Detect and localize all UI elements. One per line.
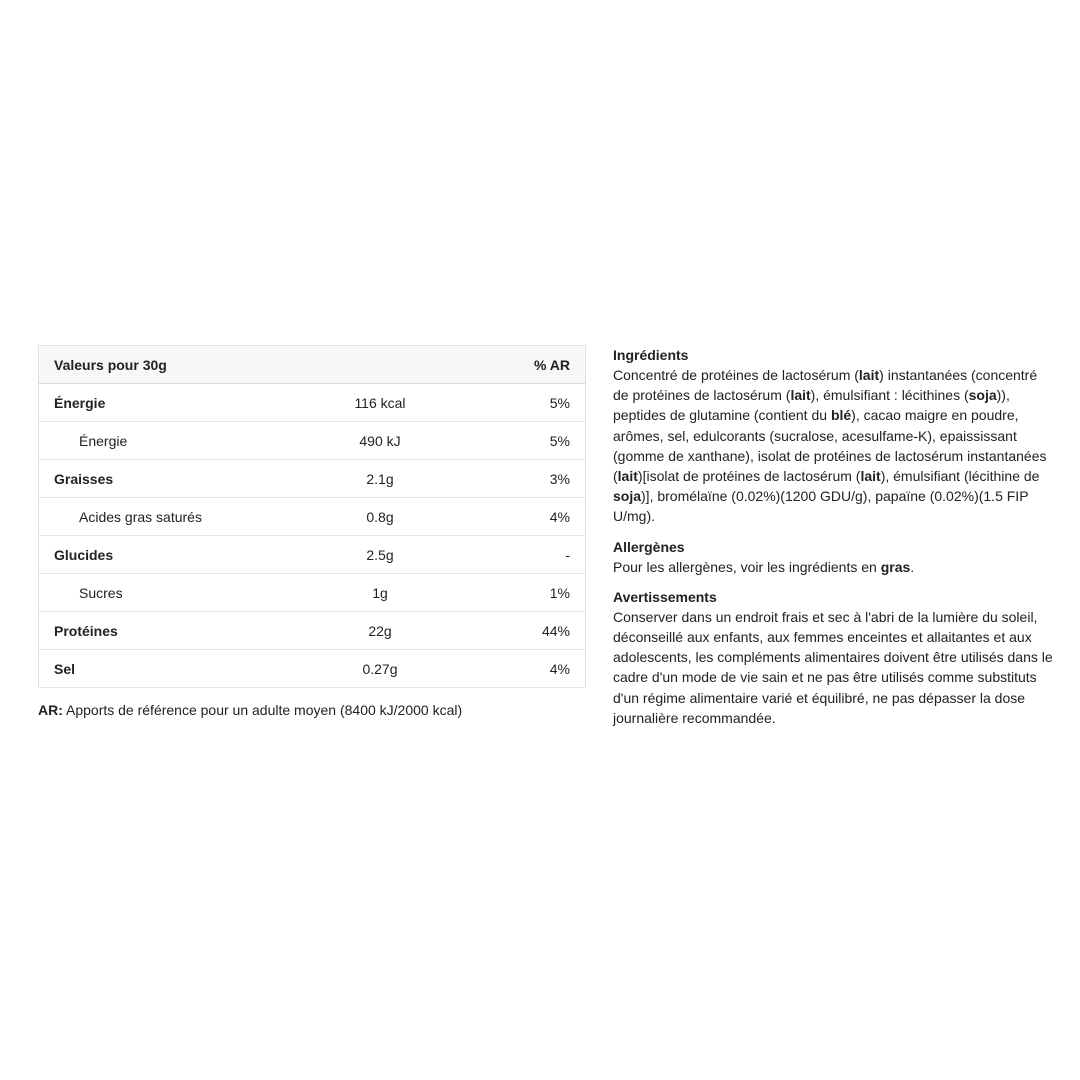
ar-note-text: Apports de référence pour un adulte moyen (8400 kJ/2000 kcal) xyxy=(62,702,463,718)
row-amount: 2.1g xyxy=(310,460,450,498)
text-fragment: Concentré de protéines de lactosérum ( xyxy=(613,367,859,383)
row-label: Acides gras saturés xyxy=(39,498,311,536)
row-ar: 1% xyxy=(450,574,586,612)
ingredients-title: Ingrédients xyxy=(613,347,689,363)
allergen-highlight: lait xyxy=(790,387,811,404)
row-amount: 490 kJ xyxy=(310,422,450,460)
nutrition-row-sugars xyxy=(39,574,586,612)
header-amount xyxy=(310,346,450,384)
nutrition-panel xyxy=(38,345,586,718)
warnings-section xyxy=(613,587,1053,728)
allergen-highlight: blé xyxy=(830,407,852,424)
allergens-text xyxy=(613,557,1053,577)
row-ar: 4% xyxy=(450,650,586,688)
row-label: Sel xyxy=(39,650,311,688)
ar-note-label: AR: xyxy=(38,702,63,718)
nutrition-row-saturated-fat xyxy=(39,498,586,536)
header-label: Valeurs pour 30g xyxy=(39,346,311,384)
row-label: Sucres xyxy=(39,574,311,612)
nutrition-row-protein xyxy=(39,612,586,650)
text-fragment: ) instantanées (concentré de protéines de lactosérum ( xyxy=(613,367,1038,404)
nutrition-row-energy-kcal xyxy=(39,384,586,422)
row-label: Protéines xyxy=(39,612,311,650)
text-fragment: )], bromélaïne (0.02%)(1200 GDU/g), papaïne (0.02%)(1.5 FIP U/mg). xyxy=(613,488,1029,525)
text-fragment: )[isolat de protéines de lactosérum ( xyxy=(637,468,861,485)
row-amount: 0.27g xyxy=(310,650,450,688)
nutrition-table xyxy=(38,345,586,688)
row-ar: 5% xyxy=(450,422,586,460)
row-label: Énergie xyxy=(39,384,311,422)
allergen-highlight: soja xyxy=(613,488,642,505)
allergen-highlight: lait xyxy=(858,367,880,383)
ingredients-text xyxy=(613,365,1053,527)
row-label: Graisses xyxy=(39,460,311,498)
row-ar: 5% xyxy=(450,384,586,422)
allergen-highlight: lait xyxy=(617,468,638,485)
allergen-highlight: soja xyxy=(968,387,997,404)
nutrition-row-carbs xyxy=(39,536,586,574)
warnings-text: Conserver dans un endroit frais et sec à l'abri de la lumière du soleil, déconseillé aux enfants, aux femmes enceintes et allaitantes et aux adolescents, les compléments alimentaires doivent être utilisés dans le cadre d'un mode de vie sain et ne pas être utilisés comme substituts d'un régime alimentaire varié et équilibré, ne pas dépasser la dose journalière recommandée. xyxy=(613,608,1053,726)
row-ar: 3% xyxy=(450,460,586,498)
allergen-highlight: gras xyxy=(880,558,911,575)
text-fragment: ), émulsifiant : lécithines ( xyxy=(810,387,969,404)
text-fragment: )), peptides de glutamine (contient du xyxy=(613,387,1010,424)
text-fragment: ), émulsifiant (lécithine de xyxy=(880,468,1040,485)
text-fragment: ), cacao maigre en poudre, arômes, sel, edulcorants (sucralose, acesulfame-K), epaississant (gomme de xanthane), isolat de protéines de lactosérum instantanées ( xyxy=(613,407,1047,485)
nutrition-row-fat xyxy=(39,460,586,498)
allergens-title: Allergènes xyxy=(613,538,685,555)
row-ar: 4% xyxy=(450,498,586,536)
row-ar: 44% xyxy=(450,612,586,650)
ingredients-section xyxy=(613,345,1053,527)
text-fragment: . xyxy=(910,558,915,575)
warnings-title: Avertissements xyxy=(613,588,717,605)
nutrition-header-row xyxy=(39,346,586,384)
row-amount: 0.8g xyxy=(310,498,450,536)
row-label: Glucides xyxy=(39,536,311,574)
allergens-section xyxy=(613,537,1053,577)
nutrition-rows xyxy=(39,384,586,688)
row-amount: 2.5g xyxy=(310,536,450,574)
reference-intake-note xyxy=(38,702,586,718)
row-label: Énergie xyxy=(39,422,311,460)
product-info-panel xyxy=(613,345,1053,738)
header-ar: % AR xyxy=(450,346,586,384)
row-ar: - xyxy=(450,536,586,574)
nutrition-row-energy-kj xyxy=(39,422,586,460)
text-fragment: Pour les allergènes, voir les ingrédients en xyxy=(613,558,881,575)
row-amount: 116 kcal xyxy=(310,384,450,422)
row-amount: 1g xyxy=(310,574,450,612)
row-amount: 22g xyxy=(310,612,450,650)
allergen-highlight: lait xyxy=(860,468,881,485)
nutrition-row-salt xyxy=(39,650,586,688)
